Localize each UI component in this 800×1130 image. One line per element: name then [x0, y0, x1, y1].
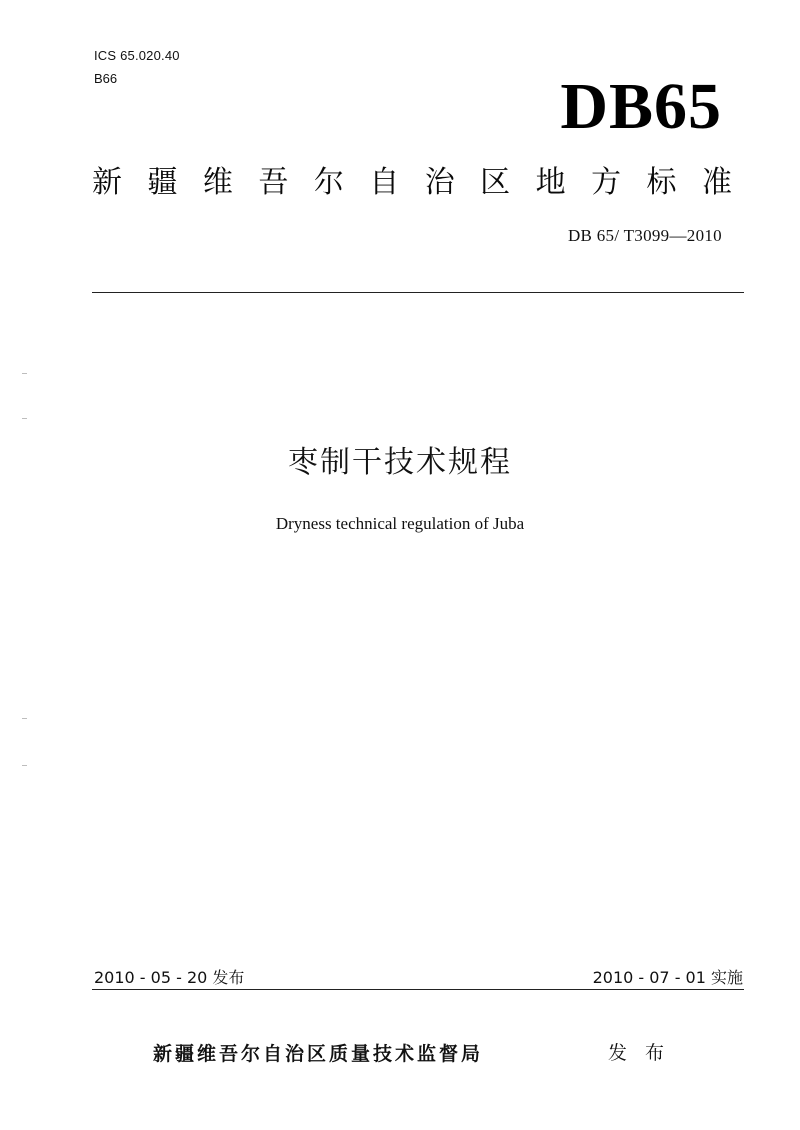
standard-number: DB 65/ T3099—2010 [567, 226, 722, 245]
issue-label: 发 布 [608, 1042, 671, 1064]
standard-type-char: 尔 [313, 165, 344, 200]
standard-type-char: 新 [92, 165, 122, 200]
classification-code: B66 [94, 71, 118, 86]
standard-type-title [92, 164, 732, 202]
standard-type-char: 吾 [258, 165, 289, 200]
standard-type-char: 标 [646, 165, 677, 200]
standard-badge: DB65 [560, 70, 722, 143]
standard-type-char: 地 [535, 165, 566, 200]
scan-speck [22, 373, 27, 374]
document-title-english: Dryness technical regulation of Juba [275, 514, 525, 533]
standard-type-char: 疆 [147, 165, 178, 200]
issue-date: 2010 - 05 - 20 发布 [94, 968, 245, 987]
scan-speck [22, 718, 27, 719]
implementation-date: 2010 - 07 - 01 实施 [592, 968, 743, 987]
document-title-chinese: 枣制干技术规程 [288, 445, 512, 480]
standard-type-char: 区 [480, 165, 511, 200]
standard-type-char: 自 [369, 165, 400, 200]
footer-divider [92, 989, 744, 990]
issuing-authority: 新疆维吾尔自治区质量技术监督局 [153, 1043, 484, 1065]
standard-type-char: 维 [202, 165, 233, 200]
header-divider [92, 292, 744, 293]
standard-type-char: 准 [701, 165, 732, 200]
standard-type-char: 治 [424, 165, 455, 200]
scan-speck [22, 418, 27, 419]
scan-speck [22, 765, 27, 766]
ics-code: ICS 65.020.40 [94, 48, 180, 63]
standard-type-char: 方 [591, 165, 622, 200]
